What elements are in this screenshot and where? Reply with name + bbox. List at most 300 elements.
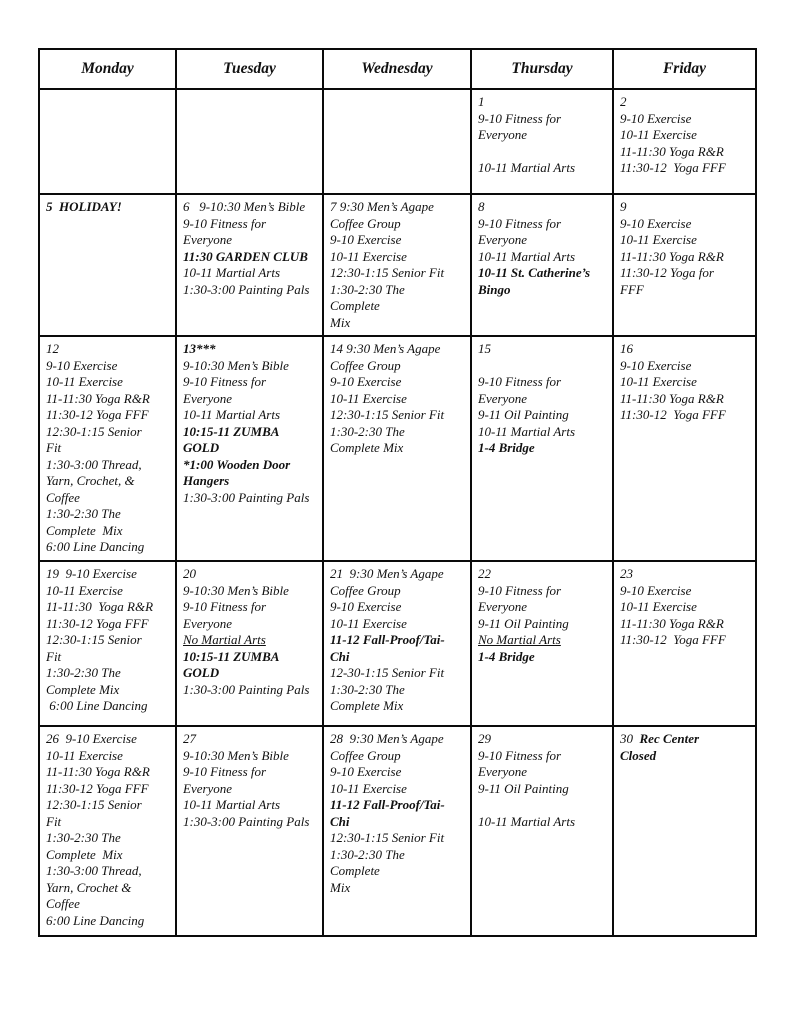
schedule-entry-text: 21 9:30 Men’s Agape (330, 566, 444, 581)
schedule-entry (620, 144, 752, 161)
calendar-cell-friday-week5 (613, 726, 756, 936)
schedule-entry-text: 9-10 Fitness for (183, 599, 267, 614)
schedule-entry-text: Chi (330, 813, 350, 829)
schedule-entry (46, 616, 172, 633)
schedule-entry (330, 682, 467, 699)
schedule-entry (330, 282, 467, 299)
calendar-cell-monday-week1 (39, 89, 176, 194)
schedule-entry-text: 1:30-3:00 Thread, (46, 863, 142, 878)
schedule-entry-text: 9-10 Fitness for (478, 374, 562, 389)
schedule-entry-text: 11-12 Fall-Proof/Tai- (330, 797, 445, 812)
calendar-cell-wednesday-week5 (323, 726, 471, 936)
schedule-entry-text: 10-11 Exercise (620, 599, 697, 614)
schedule-entry-text: 1:30-3:00 Thread, (46, 456, 142, 472)
schedule-entry (46, 781, 172, 798)
calendar-cell-friday-week1 (613, 89, 756, 194)
schedule-entry (478, 282, 609, 299)
schedule-entry-text: 1-4 Bridge (478, 440, 535, 455)
schedule-entry-text: 9-10 Exercise (330, 232, 402, 247)
schedule-entry-text: 10-11 Martial Arts (478, 248, 576, 264)
schedule-entry (46, 863, 172, 880)
schedule-entry (46, 764, 172, 781)
schedule-entry-text: 12:30-1:15 Senior Fit (330, 265, 445, 280)
schedule-entry (183, 199, 319, 216)
schedule-entry-text: 15 (478, 341, 491, 356)
schedule-entry (478, 391, 609, 408)
schedule-entry-text: 1-4 Bridge (478, 648, 535, 664)
schedule-entry (478, 111, 609, 128)
schedule-entry (330, 232, 467, 249)
schedule-entry-text: 12:30-1:15 Senior (46, 423, 142, 439)
schedule-entry (330, 358, 467, 375)
schedule-entry-text: 20 (183, 566, 196, 581)
schedule-entry (183, 566, 319, 583)
schedule-entry (183, 665, 319, 682)
schedule-entry (478, 341, 609, 358)
schedule-entry-text: 9-10 Fitness for (478, 582, 562, 598)
schedule-entry (46, 913, 172, 930)
schedule-entry-text: Mix (330, 314, 351, 330)
calendar-cell-tuesday-week1 (176, 89, 323, 194)
schedule-entry-text: 10-11 Exercise (46, 747, 123, 763)
schedule-entry-text: Coffee (46, 896, 80, 911)
schedule-entry-text: Complete Mix (46, 522, 123, 538)
schedule-entry-text: 10-11 Exercise (46, 374, 123, 389)
schedule-entry-text: 10-11 Martial Arts (478, 423, 576, 439)
schedule-entry (620, 265, 752, 282)
schedule-entry (620, 94, 752, 111)
schedule-entry (478, 616, 609, 633)
schedule-entry-text: 12:30-1:15 Senior Fit (330, 830, 445, 845)
schedule-entry-text: 10-11 Exercise (330, 390, 407, 406)
schedule-entry-text: 10-11 Martial Arts (478, 160, 576, 175)
schedule-entry-text: 11-11:30 Yoga R&R (620, 143, 724, 159)
week-row-4 (39, 561, 756, 726)
schedule-entry-text: Everyone (183, 232, 233, 247)
schedule-entry-text: Coffee Group (330, 357, 401, 373)
schedule-entry-text: 30 (620, 731, 640, 746)
schedule-entry-text: Everyone (478, 127, 528, 142)
schedule-entry-text: 10-11 Exercise (46, 582, 123, 598)
schedule-entry (46, 599, 172, 616)
schedule-entry (330, 616, 467, 633)
schedule-entry-text: 10:15-11 ZUMBA (183, 423, 280, 439)
schedule-entry (620, 407, 752, 424)
schedule-entry (478, 649, 609, 666)
schedule-entry (478, 764, 609, 781)
schedule-entry-text: Fit (46, 813, 62, 829)
schedule-entry (46, 506, 172, 523)
schedule-entry (478, 232, 609, 249)
schedule-entry (330, 830, 467, 847)
calendar-cell-thursday-week2 (471, 194, 613, 336)
schedule-entry (330, 880, 467, 897)
schedule-entry-text: Complete (330, 863, 380, 878)
schedule-entry (478, 781, 609, 798)
schedule-entry (330, 424, 467, 441)
schedule-entry-text: 11:30 GARDEN CLUB (183, 248, 308, 264)
schedule-entry-text: 12 (46, 341, 59, 356)
schedule-entry (330, 249, 467, 266)
schedule-entry-text: 1:30-2:30 The (330, 423, 405, 439)
schedule-entry-text: Chi (330, 648, 350, 664)
schedule-entry (183, 265, 319, 282)
schedule-entry (620, 160, 752, 177)
schedule-entry (183, 616, 319, 633)
calendar-cell-wednesday-week2 (323, 194, 471, 336)
schedule-entry (330, 632, 467, 649)
schedule-entry (620, 216, 752, 233)
schedule-entry-text: 10-11 Martial Arts (183, 407, 281, 422)
schedule-entry (620, 232, 752, 249)
schedule-entry (330, 341, 467, 358)
schedule-entry-text: 7 9:30 Men’s Agape (330, 199, 434, 214)
schedule-entry (478, 199, 609, 216)
schedule-entry-text: Everyone (478, 232, 528, 247)
schedule-entry (183, 764, 319, 781)
schedule-entry (478, 583, 609, 600)
schedule-entry-text: 10-11 Martial Arts (478, 813, 576, 829)
schedule-entry-text: 11-12 Fall-Proof/Tai- (330, 632, 445, 647)
schedule-entry-text: Fit (46, 440, 62, 455)
schedule-entry (478, 160, 609, 177)
schedule-entry-text: Rec Center (639, 731, 700, 746)
schedule-entry (478, 440, 609, 457)
schedule-entry (330, 583, 467, 600)
schedule-entry-text: 9-10 Fitness for (183, 215, 267, 231)
schedule-entry-text: No Martial Arts (183, 632, 266, 647)
schedule-entry (46, 665, 172, 682)
schedule-entry-text: 10-11 Exercise (620, 127, 697, 142)
schedule-entry-text: 10-11 Exercise (330, 780, 407, 796)
schedule-entry-text: 9-10 Exercise (620, 215, 692, 231)
schedule-entry-text: 9-11 Oil Painting (478, 407, 569, 422)
schedule-entry-text: 9-10 Fitness for (183, 374, 267, 389)
calendar-cell-tuesday-week2 (176, 194, 323, 336)
calendar-cell-monday-week5 (39, 726, 176, 936)
schedule-entry-text: 9-10 Fitness for (478, 110, 562, 126)
schedule-entry-text: 27 (183, 731, 196, 746)
schedule-entry-text: Everyone (478, 390, 528, 406)
schedule-entry (183, 599, 319, 616)
schedule-entry (478, 374, 609, 391)
week-row-3 (39, 336, 756, 561)
schedule-entry-text: 22 (478, 566, 491, 581)
schedule-entry (46, 358, 172, 375)
schedule-entry-text: GOLD (183, 665, 220, 680)
schedule-entry (330, 863, 467, 880)
schedule-entry (330, 265, 467, 282)
schedule-entry (620, 374, 752, 391)
schedule-entry-text: 1:30-2:30 The (330, 281, 405, 297)
schedule-entry-text: Complete Mix (330, 440, 404, 455)
week-row-2 (39, 194, 756, 336)
schedule-entry (183, 781, 319, 798)
schedule-entry-text: 6:00 Line Dancing (46, 912, 145, 928)
calendar-cell-wednesday-week1 (323, 89, 471, 194)
schedule-entry-text: 1:30-2:30 The (330, 846, 405, 862)
schedule-entry-text: 11-11:30 Yoga R&R (620, 615, 724, 631)
schedule-entry (478, 814, 609, 831)
schedule-entry (183, 457, 319, 474)
schedule-entry-text: 9-10 Exercise (620, 582, 692, 598)
schedule-entry (46, 457, 172, 474)
schedule-entry (620, 632, 752, 649)
schedule-entry (478, 632, 609, 649)
schedule-entry-text: 10-11 Exercise (330, 248, 407, 264)
schedule-entry-text: 13*** (183, 341, 216, 356)
schedule-entry-text: Yarn, Crochet & (46, 879, 132, 895)
schedule-entry-text: 1:30-2:30 The (46, 665, 121, 680)
schedule-entry (330, 566, 467, 583)
day-header-friday: Friday (613, 49, 756, 89)
schedule-entry (46, 814, 172, 831)
schedule-entry-text: 6:00 Line Dancing (46, 539, 145, 554)
schedule-entry-text: 6:00 Line Dancing (46, 698, 148, 713)
schedule-entry-text: Everyone (183, 780, 233, 796)
schedule-entry (330, 847, 467, 864)
schedule-entry (330, 748, 467, 765)
schedule-entry (330, 315, 467, 332)
schedule-entry-text: 9-10:30 Men’s Bible (183, 582, 289, 598)
schedule-entry-text: 19 9-10 Exercise (46, 566, 137, 581)
schedule-entry-text: 9-11 Oil Painting (478, 780, 569, 796)
schedule-entry-text: 10-11 Exercise (620, 232, 697, 247)
schedule-entry (46, 407, 172, 424)
schedule-entry (46, 649, 172, 666)
schedule-entry-text: 1 (478, 94, 485, 109)
schedule-entry-text: GOLD (183, 440, 220, 455)
schedule-entry-text: Yarn, Crochet, & (46, 473, 135, 488)
schedule-entry (46, 847, 172, 864)
schedule-entry-text: 12:30-1:15 Senior (46, 797, 142, 812)
schedule-entry (478, 748, 609, 765)
schedule-entry-text: 11-11:30 Yoga R&R (46, 764, 150, 779)
schedule-entry (46, 682, 172, 699)
schedule-entry (46, 539, 172, 556)
schedule-entry (183, 490, 319, 507)
schedule-entry (478, 249, 609, 266)
schedule-entry (620, 127, 752, 144)
schedule-entry (478, 731, 609, 748)
schedule-entry-text: 10-11 Exercise (620, 374, 697, 389)
schedule-entry-text: 11-11:30 Yoga R&R (46, 390, 150, 406)
schedule-entry-text: 11:30-12 Yoga FFF (620, 407, 726, 422)
schedule-entry-text: 1:30-3:00 Painting Pals (183, 489, 310, 505)
schedule-entry-text: 11:30-12 Yoga FFF (46, 780, 149, 796)
schedule-entry (46, 583, 172, 600)
calendar-header-row (39, 49, 756, 89)
schedule-entry-text: Coffee (46, 489, 80, 505)
day-header-monday: Monday (39, 49, 176, 89)
schedule-entry (330, 216, 467, 233)
schedule-entry (46, 391, 172, 408)
schedule-entry-text: 11-11:30 Yoga R&R (620, 390, 724, 406)
schedule-entry (183, 649, 319, 666)
schedule-entry-text: 29 (478, 731, 491, 746)
schedule-entry-text: 9-10:30 Men’s Bible (183, 357, 289, 373)
schedule-entry-text: 11-11:30 Yoga R&R (46, 599, 154, 614)
schedule-entry (620, 358, 752, 375)
schedule-entry-text: 5 HOLIDAY! (46, 199, 122, 214)
schedule-entry (330, 374, 467, 391)
schedule-entry (183, 583, 319, 600)
schedule-entry-text: 9-10 Exercise (330, 374, 402, 389)
schedule-entry-text: 10-11 Exercise (330, 615, 407, 631)
schedule-entry-text: 11:30-12 Yoga FFF (46, 407, 149, 422)
schedule-entry-text: 9-10 Fitness for (183, 764, 267, 779)
schedule-entry (620, 748, 752, 765)
schedule-entry (620, 731, 752, 748)
schedule-entry-text: Everyone (478, 599, 528, 614)
schedule-entry-text: 8 (478, 199, 485, 214)
schedule-entry-text: 12:30-1:15 Senior Fit (330, 407, 445, 422)
schedule-entry-text: 28 9:30 Men’s Agape (330, 731, 444, 746)
calendar-body (39, 89, 756, 936)
schedule-entry-text: 10-11 Martial Arts (183, 797, 281, 812)
schedule-entry (330, 391, 467, 408)
schedule-entry (478, 566, 609, 583)
schedule-entry (330, 781, 467, 798)
schedule-entry (620, 583, 752, 600)
schedule-entry-text: 9 (620, 199, 627, 214)
schedule-entry (183, 374, 319, 391)
calendar-cell-thursday-week3 (471, 336, 613, 561)
schedule-entry (478, 144, 609, 161)
schedule-entry (183, 632, 319, 649)
schedule-entry (183, 341, 319, 358)
schedule-entry (478, 94, 609, 111)
calendar-cell-thursday-week1 (471, 89, 613, 194)
schedule-entry (183, 391, 319, 408)
calendar-cell-friday-week3 (613, 336, 756, 561)
schedule-entry (620, 249, 752, 266)
schedule-entry (46, 830, 172, 847)
schedule-entry (46, 797, 172, 814)
schedule-entry-text: Coffee Group (330, 215, 401, 231)
schedule-entry-text: *1:00 Wooden Door (183, 456, 291, 472)
schedule-entry-text: 12-30-1:15 Senior Fit (330, 665, 445, 680)
schedule-entry (330, 814, 467, 831)
schedule-entry-text: 16 (620, 341, 633, 356)
schedule-entry (183, 473, 319, 490)
schedule-entry (46, 490, 172, 507)
schedule-entry (46, 731, 172, 748)
schedule-entry (46, 880, 172, 897)
schedule-entry (183, 682, 319, 699)
schedule-entry-text: 1:30-3:00 Painting Pals (183, 813, 310, 829)
calendar-cell-wednesday-week4 (323, 561, 471, 726)
schedule-entry (183, 407, 319, 424)
schedule-entry-text: 9-10:30 Men’s Bible (183, 747, 289, 763)
schedule-entry-text: Complete Mix (46, 846, 123, 862)
schedule-entry-text: 11:30-12 Yoga FFF (46, 615, 149, 631)
schedule-entry-text: 11:30-12 Yoga FFF (620, 160, 726, 175)
schedule-entry-text: No Martial Arts (478, 632, 561, 647)
schedule-entry-text: Coffee Group (330, 747, 401, 763)
schedule-entry-text: Hangers (183, 473, 230, 488)
schedule-entry (46, 523, 172, 540)
schedule-entry (478, 127, 609, 144)
schedule-entry (330, 199, 467, 216)
calendar-cell-monday-week2 (39, 194, 176, 336)
schedule-entry (183, 797, 319, 814)
schedule-entry (46, 341, 172, 358)
schedule-entry-text: 11:30-12 Yoga for (620, 265, 714, 280)
schedule-entry-text: 1:30-3:00 Painting Pals (183, 681, 310, 697)
schedule-entry (183, 249, 319, 266)
schedule-entry-text: 9-11 Oil Painting (478, 615, 569, 631)
schedule-entry (183, 440, 319, 457)
calendar-cell-monday-week3 (39, 336, 176, 561)
schedule-entry (330, 440, 467, 457)
schedule-entry-text: 23 (620, 566, 633, 581)
schedule-entry (46, 698, 172, 715)
schedule-entry (478, 599, 609, 616)
schedule-entry (330, 407, 467, 424)
schedule-entry (183, 232, 319, 249)
calendar-cell-tuesday-week4 (176, 561, 323, 726)
schedule-entry-text: 10-11 St. Catherine’s (478, 265, 591, 280)
schedule-entry-text: Complete Mix (46, 681, 120, 697)
schedule-entry-text: Everyone (478, 764, 528, 779)
week-row-1 (39, 89, 756, 194)
day-header-thursday: Thursday (471, 49, 613, 89)
schedule-entry-text: 9-10 Exercise (620, 357, 692, 373)
calendar-cell-friday-week2 (613, 194, 756, 336)
schedule-entry-text: 9-10 Exercise (620, 110, 692, 126)
schedule-entry (183, 814, 319, 831)
schedule-entry (46, 199, 172, 216)
schedule-entry (478, 407, 609, 424)
schedule-entry-text: Fit (46, 648, 62, 664)
schedule-entry (620, 599, 752, 616)
calendar-cell-tuesday-week3 (176, 336, 323, 561)
schedule-entry (620, 566, 752, 583)
schedule-entry (620, 282, 752, 299)
schedule-entry (183, 358, 319, 375)
schedule-entry-text: 12:30-1:15 Senior (46, 632, 142, 647)
schedule-entry-text: Complete Mix (330, 698, 404, 713)
schedule-entry (330, 298, 467, 315)
schedule-entry (478, 265, 609, 282)
schedule-entry (620, 341, 752, 358)
calendar-cell-wednesday-week3 (323, 336, 471, 561)
schedule-entry-text: FFF (620, 281, 644, 297)
monthly-schedule-table (38, 48, 757, 937)
schedule-entry (330, 698, 467, 715)
schedule-entry (46, 374, 172, 391)
schedule-entry (478, 797, 609, 814)
schedule-entry (183, 424, 319, 441)
calendar-cell-thursday-week5 (471, 726, 613, 936)
schedule-entry-text: Mix (330, 879, 351, 895)
schedule-entry (330, 797, 467, 814)
schedule-entry-text: Closed (620, 747, 657, 763)
schedule-entry-text: 26 9-10 Exercise (46, 731, 137, 746)
schedule-entry-text: Bingo (478, 281, 511, 297)
schedule-entry-text: 1:30-2:30 The (46, 830, 121, 845)
schedule-entry (46, 424, 172, 441)
schedule-entry (183, 216, 319, 233)
schedule-entry-text: 9-10 Exercise (46, 357, 118, 373)
schedule-entry-text: 14 9:30 Men’s Agape (330, 341, 441, 356)
schedule-entry-text: 1:30-2:30 The (330, 681, 405, 697)
schedule-entry (183, 731, 319, 748)
schedule-entry (330, 649, 467, 666)
schedule-entry-text: 10:15-11 ZUMBA (183, 648, 280, 664)
day-header-tuesday: Tuesday (176, 49, 323, 89)
